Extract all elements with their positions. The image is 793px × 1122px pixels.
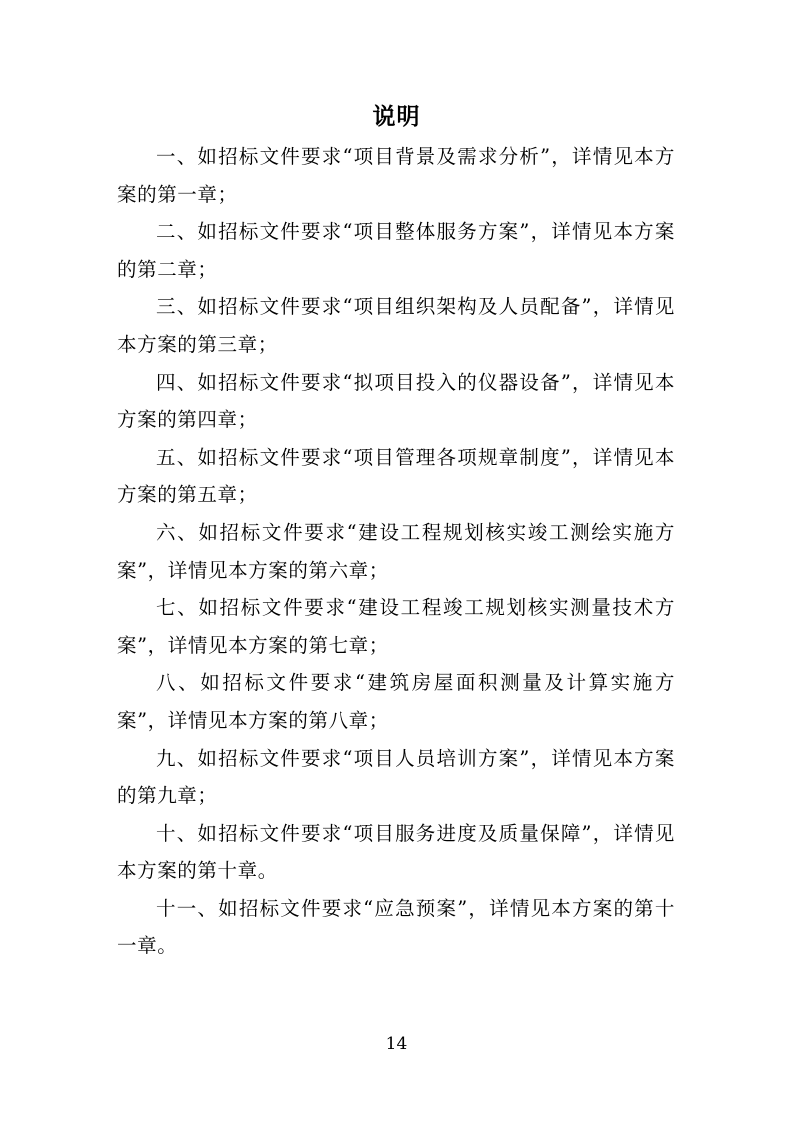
page-number: 14 (385, 1034, 408, 1054)
paragraph-10: 十、如招标文件要求“项目服务进度及质量保障”，详情见本方案的第十章。 (117, 821, 675, 883)
paragraph-7: 七、如招标文件要求“建设工程竣工规划核实测量技术方案”，详情见本方案的第七章； (117, 596, 675, 657)
paragraph-4: 四、如招标文件要求“拟项目投入的仪器设备”，详情见本方案的第四章； (117, 370, 675, 432)
paragraph-8: 八、如招标文件要求“建筑房屋面积测量及计算实施方案”，详情见本方案的第八章； (117, 671, 675, 732)
paragraph-3: 三、如招标文件要求“项目组织架构及人员配备”，详情见本方案的第三章； (117, 295, 675, 356)
paragraph-6: 六、如招标文件要求“建设工程规划核实竣工测绘实施方案”，详情见本方案的第六章； (117, 520, 675, 582)
paragraph-9: 九、如招标文件要求“项目人员培训方案”，详情见本方案的第九章； (117, 746, 675, 808)
paragraph-1: 一、如招标文件要求“项目背景及需求分析”，详情见本方案的第一章； (117, 145, 675, 206)
page-title: 说明 (372, 103, 421, 130)
document-body (117, 138, 675, 965)
paragraph-2: 二、如招标文件要求“项目整体服务方案”，详情见本方案的第二章； (117, 220, 675, 281)
paragraph-5: 五、如招标文件要求“项目管理各项规章制度”，详情见本方案的第五章； (117, 445, 675, 507)
paragraph-11: 十一、如招标文件要求“应急预案”，详情见本方案的第十一章。 (117, 896, 675, 958)
